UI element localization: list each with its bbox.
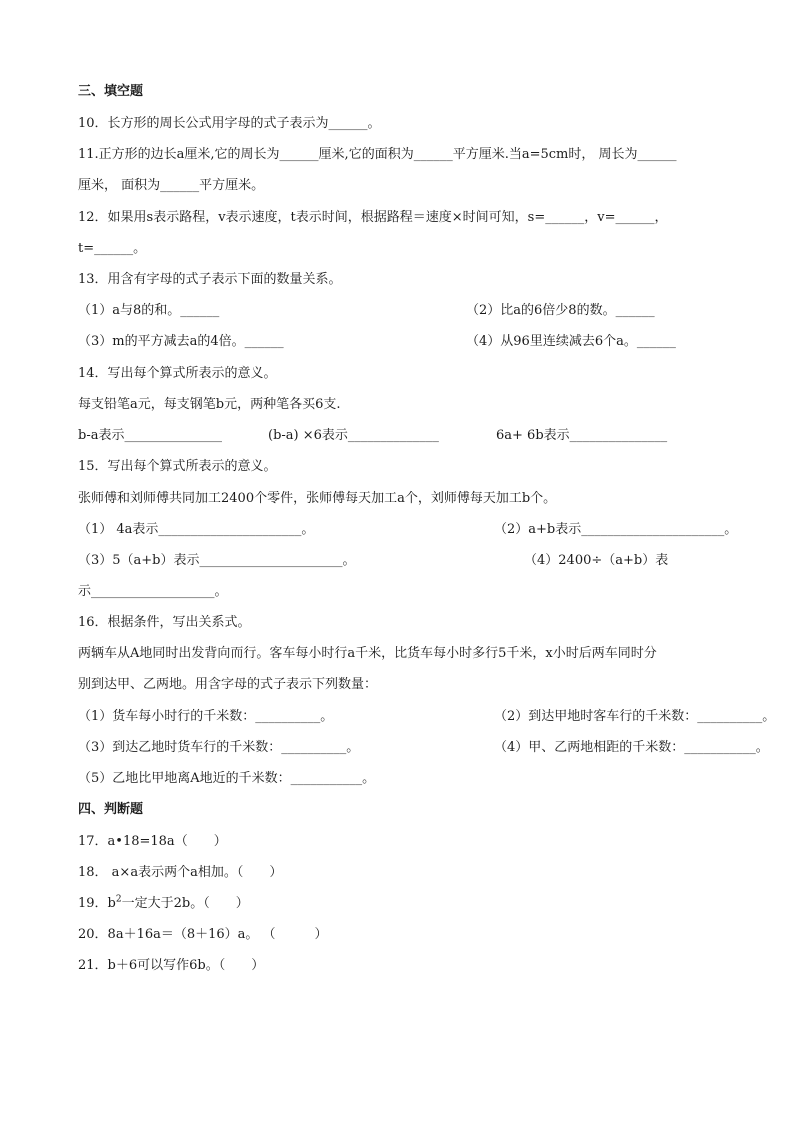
question-16-part1: （1）货车每小时行的千米数：__________。 xyxy=(78,709,334,724)
question-15-row1 xyxy=(78,521,738,539)
question-14-expr2: (b-a) ×6表示______________ xyxy=(268,428,439,443)
question-12-line1: 12．如果用s表示路程，v表示速度，t表示时间，根据路程＝速度×时间可知，s=______，v=______， xyxy=(78,210,668,225)
question-19-exponent: 2 xyxy=(115,894,122,905)
question-20: 20．8a＋16a＝（8＋16）a。 （ ） xyxy=(78,927,328,942)
question-13-row2 xyxy=(78,333,676,351)
question-14-expr3: 6a+ 6b表示_______________ xyxy=(496,428,668,443)
question-15-part1: （1） 4a表示______________________。 xyxy=(78,522,315,537)
question-16-part4: （4）甲、乙两地相距的千米数：___________。 xyxy=(494,740,769,755)
question-16-context-line1: 两辆车从A地同时出发背向而行。客车每小时行a千米，比货车每小时多行5千米，x小时后两车同时分 xyxy=(78,646,657,661)
question-14-stem: 14．写出每个算式所表示的意义。 xyxy=(78,366,277,381)
question-19-after: 一定大于2b。（ ） xyxy=(121,896,249,911)
question-13-part2: （2）比a的6倍少8的数。______ xyxy=(466,303,655,318)
question-18: 18． a×a表示两个a相加。（ ） xyxy=(78,865,283,880)
question-15-part4-continued: 示___________________。 xyxy=(78,584,228,599)
question-14-expr1: b-a表示_______________ xyxy=(78,428,222,443)
question-14-context: 每支铅笔a元，每支钢笔b元，两种笔各买6支. xyxy=(78,397,341,412)
question-11-line2: 厘米， 面积为______平方厘米。 xyxy=(78,178,265,193)
question-15-part2: （2）a+b表示______________________。 xyxy=(494,522,738,537)
section-title-true-false: 四、判断题 xyxy=(78,802,144,817)
question-15-part3: （3）5（a+b）表示______________________。 xyxy=(78,553,356,568)
question-13-part4: （4）从96里连续减去6个a。______ xyxy=(466,334,676,349)
question-16-part3: （3）到达乙地时货车行的千米数：__________。 xyxy=(78,740,360,755)
question-16-part2: （2）到达甲地时客车行的千米数：__________。 xyxy=(494,709,776,724)
question-16-stem: 16．根据条件，写出关系式。 xyxy=(78,615,251,630)
question-16-context-line2: 别到达甲、乙两地。用含字母的式子表示下列数量： xyxy=(78,677,378,692)
question-10: 10．长方形的周长公式用字母的式子表示为______。 xyxy=(78,116,381,131)
question-13-part3: （3）m的平方减去a的4倍。______ xyxy=(78,334,284,349)
question-16-row2 xyxy=(78,739,769,757)
question-21: 21．b＋6可以写作6b。（ ） xyxy=(78,958,265,973)
question-13-stem: 13．用含有字母的式子表示下面的数量关系。 xyxy=(78,272,342,287)
question-15-context: 张师傅和刘师傅共同加工2400个零件，张师傅每天加工a个，刘师傅每天加工b个。 xyxy=(78,491,557,506)
question-15-row2 xyxy=(78,552,669,570)
question-13-part1: （1）a与8的和。______ xyxy=(78,303,220,318)
question-11-line1: 11.正方形的边长a厘米,它的周长为______厘米,它的面积为______平方厘米.当a=5cm时， 周长为______ xyxy=(78,147,677,162)
section-title-fill-blank: 三、填空题 xyxy=(78,84,144,99)
question-19-before: 19．b xyxy=(78,896,116,911)
question-14-expressions xyxy=(78,427,668,445)
question-17: 17．a•18=18a（ ） xyxy=(78,834,227,849)
question-13-row1 xyxy=(78,302,655,320)
question-12-line2: t=______。 xyxy=(78,241,147,256)
question-15-part4: （4）2400÷（a+b）表 xyxy=(524,553,669,568)
question-19 xyxy=(78,895,249,913)
question-16-row1 xyxy=(78,708,776,726)
question-15-stem: 15．写出每个算式所表示的意义。 xyxy=(78,459,277,474)
question-16-part5: （5）乙地比甲地离A地近的千米数：___________。 xyxy=(78,771,376,786)
